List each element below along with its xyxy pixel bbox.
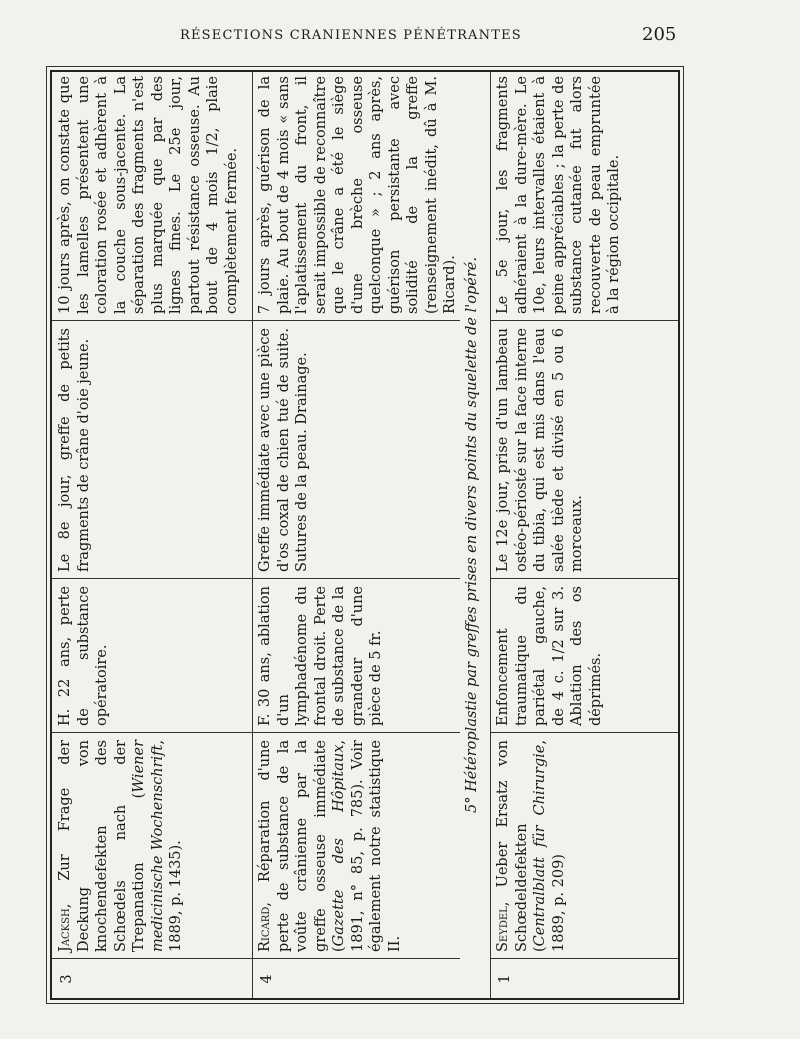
source-journal: Wiener medicinische Wochenschrift bbox=[131, 740, 166, 952]
patient-cell: H. 22 ans, perte de substance opératoire. bbox=[57, 586, 110, 726]
operation-cell: Le 8e jour, greffe de petits fragments de crâne d'oie jeune. bbox=[57, 328, 92, 572]
source-text: Zur Frage der Deckung von knochendefekten des Schœdels nach der Trepanation ( bbox=[57, 739, 147, 952]
source-text: Réparation d'une perte de substance de la voûte crânienne par la greffe osseuse immédiate ( bbox=[257, 740, 347, 952]
table-row bbox=[52, 72, 252, 998]
table-row bbox=[490, 72, 678, 998]
source-text: Ueber Ersatz von Schœdeldefekten ( bbox=[495, 740, 548, 952]
table-row bbox=[252, 72, 460, 998]
source-author: Jacksh, bbox=[57, 903, 73, 952]
row-number: 3 bbox=[59, 974, 75, 984]
patient-cell: F. 30 ans, ablation d'un lymphadénome du frontal droit. Perte de substance de la grandeur d'une pièce de 5 fr. bbox=[257, 586, 384, 726]
source-cell bbox=[52, 734, 252, 958]
page-number: 205 bbox=[642, 24, 677, 45]
section-row bbox=[460, 72, 490, 998]
result-cell: Le 5e jour, les fragments adhéraient à la dure-mère. Le 10e, leurs intervalles étaient à peine appréciables ; la perte de substance cutanée fut alors recouverte de peau empruntée à la région occipitale. bbox=[495, 76, 622, 314]
source-journal: Centralblatt für Chirurgie bbox=[532, 744, 548, 947]
row-number: 4 bbox=[259, 974, 275, 984]
operation-cell: Le 12e jour, prise d'un lambeau ostéo-périosté sur la face interne du tibia, qui est mis dans l'eau salée tiède et divisé en 5 ou 6 morceaux. bbox=[495, 328, 585, 572]
patient-cell: Enfoncement traumatique du pariétal gauche, de 4 c. 1/2 sur 3. Ablation des os déprimés. bbox=[495, 586, 604, 726]
running-head bbox=[0, 22, 800, 50]
row-number: 1 bbox=[497, 974, 513, 984]
result-cell: 10 jours après, on constate que les lamelles présentent une coloration rosée et adhèrent à la couche sous-jacente. La séparation des fragments n'est plus marquée que par des lignes fines. Le 25e jour, partout résistance osseuse. Au bout de 4 mois 1/2, plaie complètement fermée. bbox=[57, 76, 240, 314]
running-title: RÉSECTIONS CRANIENNES PÉNÉTRANTES bbox=[180, 28, 522, 43]
source-tail: , 1891, n° 85, p. 785). Voir également notre statistique II. bbox=[331, 740, 403, 952]
result-cell: 7 jours après, guérison de la plaie. Au bout de 4 mois « sans l'aplatissement du front, il serait impossible de reconnaître que le crâne a été le siège d'une brèche osseuse quelconque » ; 2 ans après, guérison persistante avec solidité de la greffe (renseignement inédit, dû à M. Ricard). bbox=[257, 76, 458, 314]
source-cell bbox=[490, 734, 678, 958]
rotated-table bbox=[50, 70, 680, 1000]
source-tail: , 1889, p. 1435). bbox=[149, 740, 184, 952]
section-title: 5° Hétéroplastie par greffes prises en divers points du squelette de l'opéré. bbox=[464, 257, 480, 813]
source-author: Ricard, bbox=[257, 902, 273, 952]
source-journal: Gazette des Hôpitaux bbox=[331, 744, 347, 947]
source-tail: , 1889, p. 209) bbox=[532, 740, 567, 952]
operation-cell: Greffe immédiate avec une pièce d'os coxal de chien tué de suite. Sutures de la peau. Drainage. bbox=[257, 328, 310, 572]
source-author: Seydel, bbox=[495, 901, 511, 952]
source-cell bbox=[252, 734, 460, 958]
